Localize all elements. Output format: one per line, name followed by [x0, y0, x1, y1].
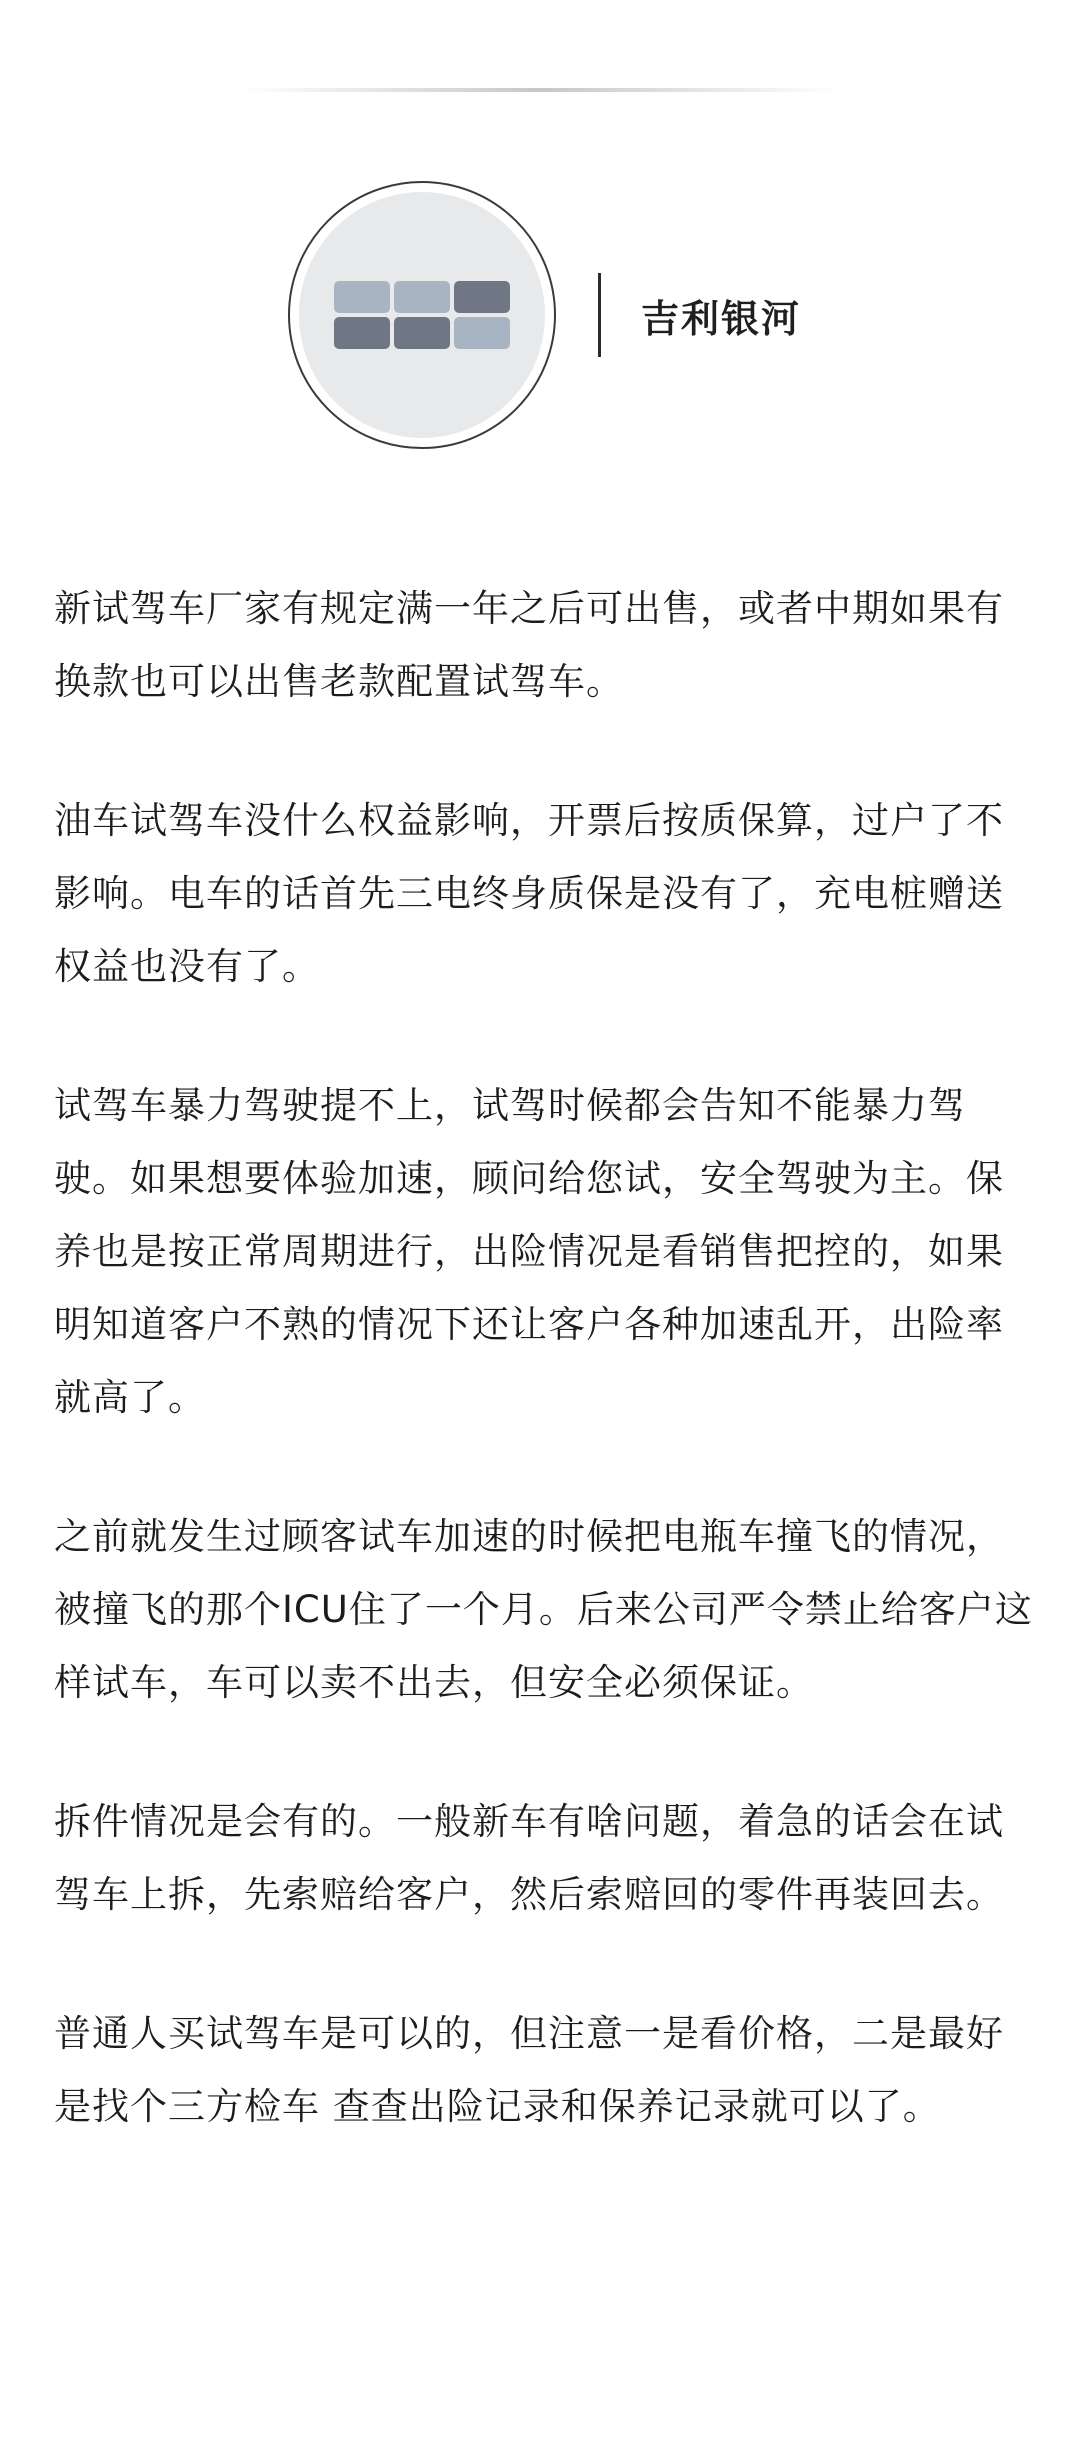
- paragraph-3: 试驾车暴力驾驶提不上，试驾时候都会告知不能暴力驾驶。如果想要体验加速，顾问给您试，安全驾驶为主。保养也是按正常周期进行，出险情况是看销售把控的，如果明知道客户不熟的情况下还让客户各种加速乱开，出险率就高了。: [54, 1084, 1004, 1419]
- brand-header: [288, 178, 801, 452]
- logo-blocks: [334, 281, 510, 349]
- paragraph-2: 油车试驾车没什么权益影响，开票后按质保算，过户了不影响。电车的话首先三电终身质保是没有了，充电桩赠送权益也没有了。: [54, 799, 1004, 988]
- logo-block: [334, 317, 390, 349]
- brand-name: 吉利银河: [641, 296, 802, 341]
- paragraph-1: 新试驾车厂家有规定满一年之后可出售，或者中期如果有换款也可以出售老款配置试驾车。: [54, 587, 1004, 703]
- brand-logo: [288, 181, 556, 449]
- top-divider: [240, 88, 840, 92]
- paragraph-6: 普通人买试驾车是可以的，但注意一是看价格，二是最好是找个三方检车 查查出险记录和保养记录就可以了。: [54, 2012, 1004, 2128]
- logo-block: [454, 317, 510, 349]
- logo-block: [334, 281, 390, 313]
- logo-block: [394, 281, 450, 313]
- paragraph-4: 之前就发生过顾客试车加速的时候把电瓶车撞飞的情况，被撞飞的那个ICU住了一个月。后来公司严令禁止给客户这样试车，车可以卖不出去，但安全必须保证。: [54, 1515, 1033, 1704]
- logo-block: [394, 317, 450, 349]
- geely-galaxy-logo-icon: [299, 192, 545, 438]
- paragraph-5: 拆件情况是会有的。一般新车有啥问题，着急的话会在试驾车上拆，先索赔给客户，然后索赔回的零件再装回去。: [54, 1800, 1004, 1916]
- article-body: [54, 572, 1034, 2209]
- brand-divider: [598, 273, 601, 357]
- logo-block: [454, 281, 510, 313]
